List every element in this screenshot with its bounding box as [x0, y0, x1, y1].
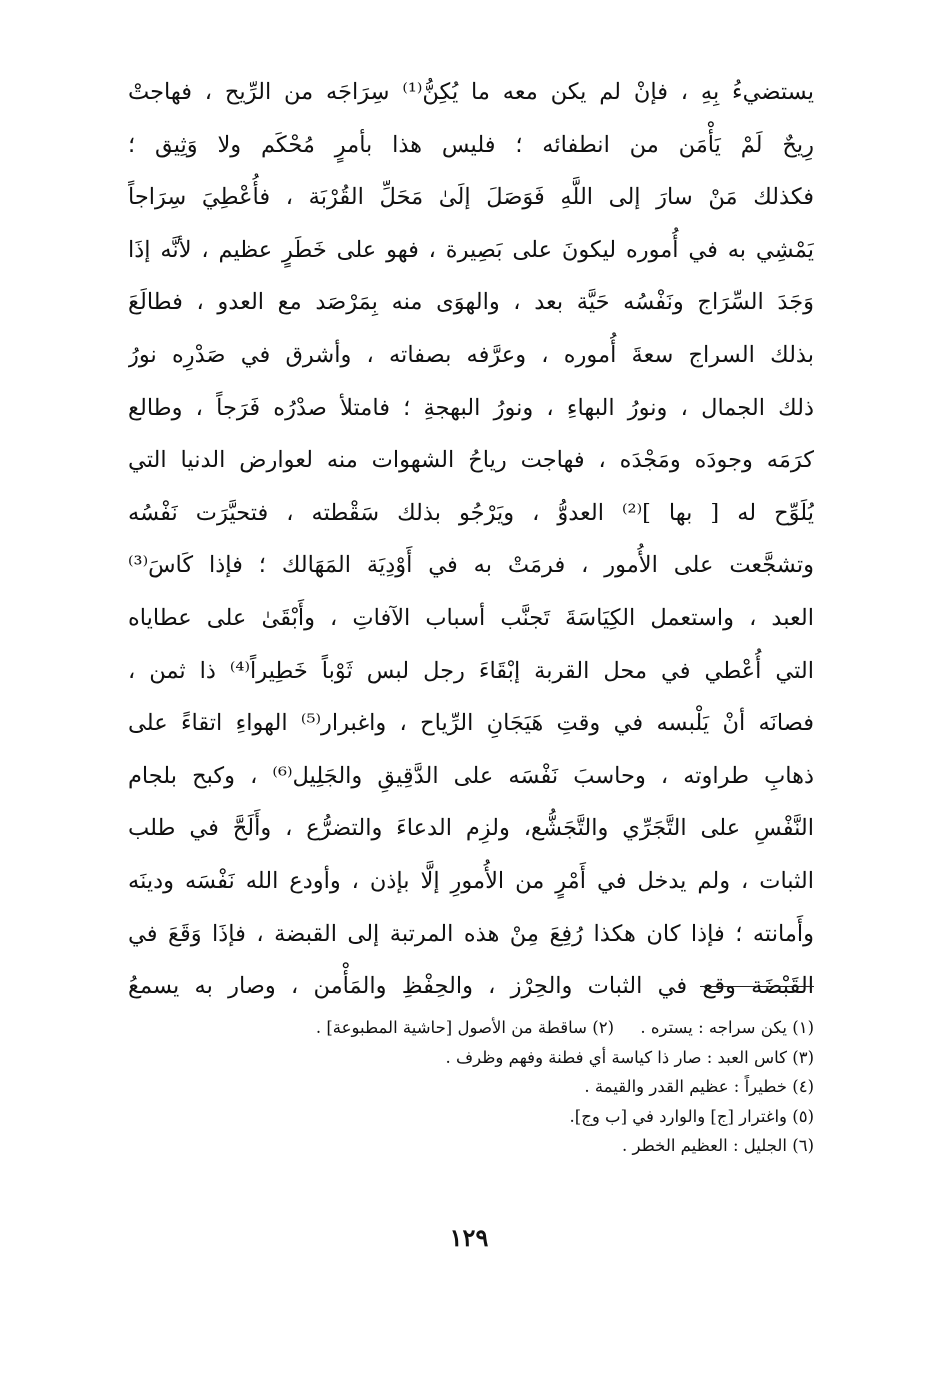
text-line-10: وتشجَّعت على الأُمور ، فرمَتْ به في أَوْدِيَة المَهَالك ؛ فإذا كَاسَ⁽³⁾: [128, 552, 814, 579]
text-line-17: وأَمانته ؛ فإذا كان هكذا رُفِعَ مِنْ هذه المرتبة إلى القبضة ، فإذَا وَقَعَ في: [128, 920, 814, 947]
text-line-7: ذلك الجمال ، ونورُ البهاءِ ، ونورُ البهجةِ ؛ فامتلأ صدْرُه فَرَجاً ، وطالع: [128, 394, 814, 421]
text-line-8: كرَمَه وجودَه ومَجْدَه ، فهاجت رياحُ الشهوات منه لعوارض الدنيا التي: [128, 447, 814, 474]
text-line-3: فكذلك مَنْ سارَ إلى اللَّهِ فَوَصَلَ إلَىٰ مَحَلِّ القُرْبَة ، فأُعْطِيَ سِرَاجاً: [128, 184, 814, 211]
text-line-4: يَمْشِي به في أُموره ليكونَ على بَصِيرة ، فهو على خَطَرٍ عظيم ، لأنَّه إذَا: [128, 236, 814, 263]
text-line-14: ذهابِ طراوته ، وحاسبَ نَفْسَه على الدَّقِيقِ والجَلِيل⁽⁶⁾ ، وكبح بلجام: [128, 762, 814, 789]
text-line-13: فصانَه أنْ يَلْبسه في وقتِ هَيَجَانِ الرِّياح ، واغبرار⁽⁵⁾ الهواءِ اتقاءً على: [128, 710, 814, 737]
text-line-9: يُلَوِّح له [ بها ]⁽²⁾ العدوُّ ، ويَرْجُو بذلك سَقْطته ، فتحيَّرَت نَفْسُه: [128, 499, 814, 526]
footnote-2: (٢) ساقطة من الأصول [حاشية المطبوعة] .: [315, 1018, 614, 1037]
footnotes: [128, 1013, 814, 1161]
footnote-1: (١) يكن سراجه : يستره .: [640, 1018, 814, 1037]
text-line-18: القَبْضَة وقع في الثبات والحِرْز ، والحِفْظِ والمَأْمن ، وصار به يسمعُ: [128, 973, 814, 1000]
text-line-11: العبد ، واستعمل الكِيَاسَةَ تَجنَّب أسباب الآفاتِ ، وأَبْقَىٰ على عطاياه: [128, 604, 814, 631]
footnote-4: (٤) خطيراً : عظيم القدر والقيمة .: [584, 1077, 814, 1096]
body-text: [128, 66, 814, 1013]
page-number: ١٢٩: [449, 1223, 489, 1252]
text-line-16: الثبات ، ولم يدخل في أَمْرٍ من الأُمورِ إلَّا بإذن ، وأودع الله نَفْسَه ودينَه: [128, 867, 814, 894]
text-line-1: يستضيءُ بِهِ ، فإنْ لم يكن معه ما يُكِنُّ⁽¹⁾ سِرَاجَه من الرِّيح ، فهاجتْ: [128, 79, 814, 105]
text-line-12: التي أُعْطي في محل القربة إبْقَاءَ رجل لبس ثَوْباً خَطِيراً⁽⁴⁾ ذا ثمن ،: [128, 657, 814, 684]
footnote-3: (٣) كاس العبد : صار ذا كياسة أي فطنة وفهم وظرف .: [445, 1047, 814, 1067]
footnote-row-1-2: [128, 1013, 814, 1043]
text-line-5: وَجَدَ السِّرَاج ونَفْسُه حَيَّة بعد ، والهوَى منه بِمَرْصَد مع العدو ، فطالَعَ: [128, 289, 814, 316]
text-line-2: رِيحٌ لَمْ يَأْمَن من انطفائه ؛ فليس هذا بأمرٍ مُحْكَم ولا وَثِيق ؛: [128, 131, 814, 158]
footnote-separator: [700, 986, 814, 987]
text-line-15: النَّفْسِ على التَّجَرِّي والتَّجَشُّع، ولزِم الدعاءَ والتضرُّع ، وأَلَحَّ في طلب: [128, 815, 814, 842]
text-line-6: بذلك السراج سعةَ أُموره ، وعرَّفه بصفاته ، وأشرق في صَدْرِه نورُ: [128, 341, 814, 368]
footnote-5: (٥) واغترار [ج] والوارد في [ب وج].: [569, 1106, 814, 1126]
footnote-6: (٦) الجليل : العظيم الخطر .: [622, 1136, 814, 1155]
